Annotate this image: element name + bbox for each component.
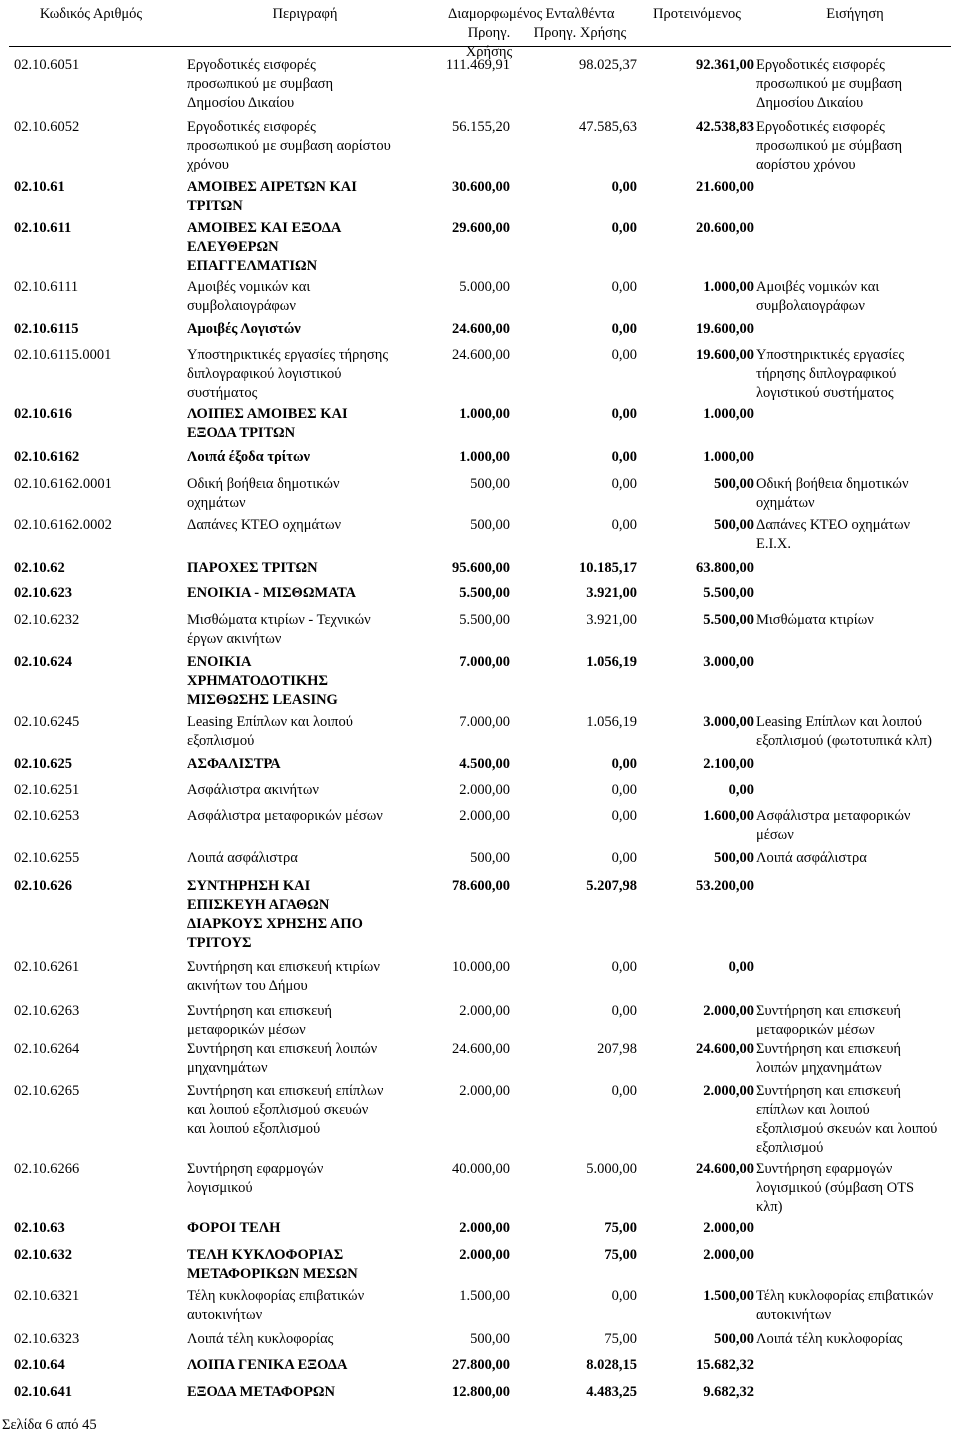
revised-amount: 95.600,00 — [452, 560, 510, 576]
account-description — [187, 781, 422, 800]
account-description — [187, 178, 422, 216]
account-description-line: ΑΜΟΙΒΕΣ ΚΑΙ ΕΞΟΔΑ — [187, 220, 342, 236]
proposed-amount: 3.000,00 — [703, 714, 754, 730]
report-note-line: επίπλων και λοιπού — [756, 1102, 870, 1118]
report-note-line: Συντήρηση και επισκευή — [756, 1003, 902, 1019]
ordered-amount: 1.056,19 — [586, 714, 637, 730]
account-description-line: Ασφάλιστρα ακινήτων — [187, 782, 319, 798]
proposed-amount: 500,00 — [714, 850, 754, 866]
revised-amount: 500,00 — [470, 517, 510, 533]
report-note — [756, 1002, 960, 1040]
header-ordered-line1: Ενταλθέντα — [545, 6, 615, 22]
account-description-line: και λοιπού εξοπλισμού — [187, 1121, 321, 1137]
revised-amount: 12.800,00 — [452, 1384, 510, 1400]
report-note-line: Συντήρηση και επισκευή — [756, 1083, 902, 1099]
report-note-line: Ε.Ι.Χ. — [756, 536, 792, 552]
account-description-line: Συντήρηση και επισκευή επίπλων — [187, 1083, 384, 1099]
report-note-line: Συντήρηση εφαρμογών — [756, 1161, 893, 1177]
account-description — [187, 611, 422, 649]
account-code: 02.10.611 — [14, 220, 72, 236]
proposed-amount: 42.538,83 — [696, 119, 754, 135]
account-description — [187, 320, 422, 339]
account-description — [187, 653, 422, 710]
proposed-amount: 92.361,00 — [696, 57, 754, 73]
report-note-line: εξοπλισμού (φωτοτυπικά κλπ) — [756, 733, 932, 749]
proposed-amount: 1.000,00 — [703, 279, 754, 295]
ordered-amount: 0,00 — [611, 1003, 637, 1019]
account-description — [187, 1002, 422, 1040]
account-description-line: αυτοκινήτων — [187, 1307, 263, 1323]
ordered-amount: 75,00 — [604, 1220, 637, 1236]
account-description — [187, 219, 422, 276]
report-note — [756, 278, 960, 316]
revised-amount: 5.500,00 — [459, 612, 510, 628]
ordered-amount: 8.028,15 — [586, 1357, 637, 1373]
header-report: Εισήγηση — [826, 6, 884, 22]
account-code: 02.10.626 — [14, 878, 72, 894]
report-note-line: οχημάτων — [756, 495, 815, 511]
account-code: 02.10.6162 — [14, 449, 80, 465]
report-note-line: αορίστου χρόνου — [756, 157, 856, 173]
ordered-amount: 0,00 — [611, 179, 637, 195]
ordered-amount: 0,00 — [611, 517, 637, 533]
report-note-line: λογισμικού (σύμβαση OTS — [756, 1180, 915, 1196]
revised-amount: 7.000,00 — [459, 654, 510, 670]
account-description — [187, 118, 422, 175]
report-note-line: Δαπάνες ΚΤΕΟ οχημάτων — [756, 517, 911, 533]
account-description-line: ΛΟΙΠΑ ΓΕΝΙΚΑ ΕΞΟΔΑ — [187, 1357, 348, 1373]
ordered-amount: 4.483,25 — [586, 1384, 637, 1400]
ordered-amount: 0,00 — [611, 449, 637, 465]
report-note-line: τήρησης διπλογραφικού — [756, 366, 897, 382]
report-note — [756, 1287, 960, 1325]
revised-amount: 2.000,00 — [459, 782, 510, 798]
proposed-amount: 24.600,00 — [696, 1041, 754, 1057]
account-description-line: Υποστηρικτικές εργασίες τήρησης — [187, 347, 389, 363]
account-code: 02.10.6266 — [14, 1161, 80, 1177]
account-description-line: ΦΟΡΟΙ ΤΕΛΗ — [187, 1220, 281, 1236]
account-code: 02.10.623 — [14, 585, 72, 601]
account-description-line: ΕΞΟΔΑ ΤΡΙΤΩΝ — [187, 425, 296, 441]
account-description — [187, 448, 422, 467]
account-description-line: Τέλη κυκλοφορίας επιβατικών — [187, 1288, 365, 1304]
revised-amount: 24.600,00 — [452, 1041, 510, 1057]
account-description-line: ΣΥΝΤΗΡΗΣΗ ΚΑΙ — [187, 878, 311, 894]
account-description-line: ΠΑΡΟΧΕΣ ΤΡΙΤΩΝ — [187, 560, 318, 576]
proposed-amount: 1.000,00 — [703, 406, 754, 422]
account-code: 02.10.6323 — [14, 1331, 80, 1347]
revised-amount: 24.600,00 — [452, 347, 510, 363]
proposed-amount: 0,00 — [728, 959, 754, 975]
account-description — [187, 877, 422, 953]
report-note — [756, 713, 960, 751]
revised-amount: 2.000,00 — [459, 1247, 510, 1263]
report-note-line: συμβολαιογράφων — [756, 298, 865, 314]
account-description — [187, 278, 422, 316]
header-divider — [9, 46, 951, 47]
proposed-amount: 15.682,32 — [696, 1357, 754, 1373]
proposed-amount: 2.000,00 — [703, 1247, 754, 1263]
proposed-amount: 2.100,00 — [703, 756, 754, 772]
report-note-line: κλπ) — [756, 1199, 783, 1215]
header-description: Περιγραφή — [272, 6, 338, 22]
account-description-line: ΜΙΣΘΩΣΗΣ LEASING — [187, 692, 338, 708]
account-code: 02.10.6051 — [14, 57, 80, 73]
account-description-line: προσωπικού με συμβαση — [187, 76, 334, 92]
account-description-line: Αμοιβές Λογιστών — [187, 321, 301, 337]
account-description-line: λογισμικού — [187, 1180, 253, 1196]
revised-amount: 29.600,00 — [452, 220, 510, 236]
account-code: 02.10.616 — [14, 406, 72, 422]
ordered-amount: 0,00 — [611, 850, 637, 866]
account-code: 02.10.6115.0001 — [14, 347, 112, 363]
revised-amount: 2.000,00 — [459, 1083, 510, 1099]
report-note — [756, 1040, 960, 1078]
account-description — [187, 405, 422, 443]
ordered-amount: 0,00 — [611, 347, 637, 363]
account-code: 02.10.6162.0001 — [14, 476, 112, 492]
account-description-line: Συντήρηση εφαρμογών — [187, 1161, 324, 1177]
account-description — [187, 807, 422, 826]
ordered-amount: 0,00 — [611, 406, 637, 422]
report-note-line: μέσων — [756, 827, 794, 843]
header-code: Κωδικός Αριθμός — [39, 6, 143, 22]
account-description-line: ΤΡΙΤΟΥΣ — [187, 935, 252, 951]
revised-amount: 500,00 — [470, 850, 510, 866]
report-note — [756, 807, 960, 845]
report-note-line: μεταφορικών μέσων — [756, 1022, 875, 1038]
account-code: 02.10.6264 — [14, 1041, 80, 1057]
revised-amount: 2.000,00 — [459, 1003, 510, 1019]
account-code: 02.10.625 — [14, 756, 72, 772]
ordered-amount: 0,00 — [611, 959, 637, 975]
account-code: 02.10.641 — [14, 1384, 72, 1400]
ordered-amount: 0,00 — [611, 782, 637, 798]
revised-amount: 1.000,00 — [459, 449, 510, 465]
account-description — [187, 1160, 422, 1198]
report-note-line: Λοιπά τέλη κυκλοφορίας — [756, 1331, 903, 1347]
report-note — [756, 1082, 960, 1158]
account-description-line: Δαπάνες ΚΤΕΟ οχημάτων — [187, 517, 342, 533]
account-description-line: ΕΛΕΥΘΕΡΩΝ — [187, 239, 279, 255]
account-description-line: Ασφάλιστρα μεταφορικών μέσων — [187, 808, 383, 824]
revised-amount: 1.500,00 — [459, 1288, 510, 1304]
header-ordered — [530, 5, 630, 43]
revised-amount: 111.469,91 — [445, 57, 510, 73]
account-description-line: Συντήρηση και επισκευή κτιρίων — [187, 959, 380, 975]
revised-amount: 2.000,00 — [459, 808, 510, 824]
proposed-amount: 0,00 — [728, 782, 754, 798]
account-code: 02.10.6162.0002 — [14, 517, 112, 533]
proposed-amount: 5.500,00 — [703, 585, 754, 601]
account-description-line: Συντήρηση και επισκευή — [187, 1003, 333, 1019]
report-note — [756, 475, 960, 513]
revised-amount: 10.000,00 — [452, 959, 510, 975]
account-description-line: μηχανημάτων — [187, 1060, 268, 1076]
account-description-line: και λοιπού εξοπλισμού σκευών — [187, 1102, 369, 1118]
report-note — [756, 1330, 960, 1349]
revised-amount: 5.500,00 — [459, 585, 510, 601]
account-description — [187, 559, 422, 578]
proposed-amount: 20.600,00 — [696, 220, 754, 236]
proposed-amount: 2.000,00 — [703, 1083, 754, 1099]
revised-amount: 2.000,00 — [459, 1220, 510, 1236]
account-description-line: ΑΜΟΙΒΕΣ ΑΙΡΕΤΩΝ ΚΑΙ — [187, 179, 357, 195]
report-note-line: Υποστηρικτικές εργασίες — [756, 347, 905, 363]
proposed-amount: 9.682,32 — [703, 1384, 754, 1400]
ordered-amount: 207,98 — [597, 1041, 637, 1057]
ordered-amount: 0,00 — [611, 321, 637, 337]
revised-amount: 40.000,00 — [452, 1161, 510, 1177]
account-description — [187, 475, 422, 513]
ordered-amount: 3.921,00 — [586, 612, 637, 628]
account-description — [187, 346, 422, 403]
account-code: 02.10.61 — [14, 179, 65, 195]
account-description-line: μεταφορικών μέσων — [187, 1022, 306, 1038]
account-code: 02.10.6245 — [14, 714, 80, 730]
account-code: 02.10.6253 — [14, 808, 80, 824]
revised-amount: 7.000,00 — [459, 714, 510, 730]
report-note-line: αυτοκινήτων — [756, 1307, 832, 1323]
report-note-line: Τέλη κυκλοφορίας επιβατικών — [756, 1288, 934, 1304]
header-revised-line2: Προηγ. Χρήσης — [465, 25, 513, 60]
report-note — [756, 611, 960, 630]
account-description — [187, 958, 422, 996]
account-description-line: διπλογραφικού λογιστικού — [187, 366, 342, 382]
ordered-amount: 10.185,17 — [579, 560, 637, 576]
revised-amount: 1.000,00 — [459, 406, 510, 422]
account-code: 02.10.6255 — [14, 850, 80, 866]
report-note-line: Μισθώματα κτιρίων — [756, 612, 874, 628]
account-description-line: Συντήρηση και επισκευή λοιπών — [187, 1041, 378, 1057]
account-description-line: Leasing Επίπλων και λοιπού — [187, 714, 353, 730]
header-revised — [448, 5, 543, 62]
account-description — [187, 1356, 422, 1375]
report-note-line: Συντήρηση και επισκευή — [756, 1041, 902, 1057]
proposed-amount: 2.000,00 — [703, 1220, 754, 1236]
ordered-amount: 0,00 — [611, 1288, 637, 1304]
account-code: 02.10.6251 — [14, 782, 80, 798]
account-description-line: χρόνου — [187, 157, 229, 173]
account-description-line: ΛΟΙΠΕΣ ΑΜΟΙΒΕΣ ΚΑΙ — [187, 406, 348, 422]
report-note-line: Οδική βοήθεια δημοτικών — [756, 476, 909, 492]
report-note-line: προσωπικού με συμβαση — [756, 76, 903, 92]
header-proposed: Προτεινόμενος — [653, 6, 741, 22]
report-note-line: προσωπικού με σύμβαση — [756, 138, 903, 154]
account-description-line: έργων ακινήτων — [187, 631, 282, 647]
account-description-line: Δημοσίου Δικαίου — [187, 95, 295, 111]
report-note — [756, 1160, 960, 1217]
proposed-amount: 19.600,00 — [696, 347, 754, 363]
report-note-line: Δημοσίου Δικαίου — [756, 95, 864, 111]
account-description-line: ΜΕΤΑΦΟΡΙΚΩΝ ΜΕΣΩΝ — [187, 1266, 358, 1282]
table-header — [0, 0, 960, 60]
report-note-line: Leasing Επίπλων και λοιπού — [756, 714, 922, 730]
account-description-line: ΕΞΟΔΑ ΜΕΤΑΦΟΡΩΝ — [187, 1384, 335, 1400]
account-description-line: συστήματος — [187, 385, 258, 401]
ordered-amount: 47.585,63 — [579, 119, 637, 135]
report-note — [756, 849, 960, 868]
proposed-amount: 63.800,00 — [696, 560, 754, 576]
proposed-amount: 3.000,00 — [703, 654, 754, 670]
proposed-amount: 21.600,00 — [696, 179, 754, 195]
ordered-amount: 0,00 — [611, 756, 637, 772]
account-description-line: προσωπικού με συμβαση αορίστου — [187, 138, 391, 154]
account-description — [187, 1082, 422, 1139]
account-description — [187, 1330, 422, 1349]
account-description — [187, 1383, 422, 1402]
account-description-line: ΤΡΙΤΩΝ — [187, 198, 243, 214]
account-description — [187, 713, 422, 751]
account-code: 02.10.62 — [14, 560, 65, 576]
account-code: 02.10.6232 — [14, 612, 80, 628]
proposed-amount: 1.600,00 — [703, 808, 754, 824]
proposed-amount: 500,00 — [714, 476, 754, 492]
ordered-amount: 0,00 — [611, 476, 637, 492]
account-code: 02.10.6321 — [14, 1288, 80, 1304]
account-description-line: Οδική βοήθεια δημοτικών — [187, 476, 340, 492]
account-code: 02.10.632 — [14, 1247, 72, 1263]
account-description-line: ΕΠΙΣΚΕΥΗ ΑΓΑΘΩΝ — [187, 897, 330, 913]
account-code: 02.10.6111 — [14, 279, 79, 295]
ordered-amount: 5.207,98 — [586, 878, 637, 894]
account-description — [187, 1219, 422, 1238]
ordered-amount: 3.921,00 — [586, 585, 637, 601]
header-revised-line1: Διαμορφωμένος — [448, 6, 543, 22]
account-code: 02.10.6115 — [14, 321, 79, 337]
proposed-amount: 2.000,00 — [703, 1003, 754, 1019]
proposed-amount: 1.000,00 — [703, 449, 754, 465]
account-description-line: ΤΕΛΗ ΚΥΚΛΟΦΟΡΙΑΣ — [187, 1247, 344, 1263]
ordered-amount: 75,00 — [604, 1247, 637, 1263]
account-description-line: Λοιπά τέλη κυκλοφορίας — [187, 1331, 334, 1347]
report-note-line: Εργοδοτικές εισφορές — [756, 57, 885, 73]
account-description-line: συμβολαιογράφων — [187, 298, 296, 314]
revised-amount: 4.500,00 — [459, 756, 510, 772]
account-code: 02.10.6265 — [14, 1083, 80, 1099]
report-note — [756, 56, 960, 113]
account-description — [187, 1287, 422, 1325]
account-description-line: ακινήτων του Δήμου — [187, 978, 308, 994]
account-description-line: ΑΣΦΑΛΙΣΤΡΑ — [187, 756, 281, 772]
revised-amount: 500,00 — [470, 476, 510, 492]
report-note — [756, 346, 960, 403]
proposed-amount: 24.600,00 — [696, 1161, 754, 1177]
ordered-amount: 0,00 — [611, 220, 637, 236]
account-description-line: Αμοιβές νομικών και — [187, 279, 311, 295]
report-note-line: Ασφάλιστρα μεταφορικών — [756, 808, 911, 824]
account-description — [187, 849, 422, 868]
ordered-amount: 0,00 — [611, 279, 637, 295]
report-note-line: Αμοιβές νομικών και — [756, 279, 880, 295]
account-description — [187, 1040, 422, 1078]
ordered-amount: 0,00 — [611, 808, 637, 824]
revised-amount: 78.600,00 — [452, 878, 510, 894]
revised-amount: 30.600,00 — [452, 179, 510, 195]
account-code: 02.10.6052 — [14, 119, 80, 135]
account-description-line: ΕΝΟΙΚΙΑ - ΜΙΣΘΩΜΑΤΑ — [187, 585, 356, 601]
report-note-line: εξοπλισμού — [756, 1140, 824, 1156]
account-code: 02.10.64 — [14, 1357, 65, 1373]
report-note — [756, 118, 960, 175]
ordered-amount: 0,00 — [611, 1083, 637, 1099]
report-note-line: λογιστικού συστήματος — [756, 385, 894, 401]
ordered-amount: 75,00 — [604, 1331, 637, 1347]
proposed-amount: 500,00 — [714, 517, 754, 533]
account-description-line: ΕΠΑΓΓΕΛΜΑΤΙΩΝ — [187, 258, 318, 274]
report-note-line: εξοπλισμού σκευών και λοιπού — [756, 1121, 938, 1137]
ordered-amount: 1.056,19 — [586, 654, 637, 670]
account-code: 02.10.63 — [14, 1220, 65, 1236]
revised-amount: 500,00 — [470, 1331, 510, 1347]
account-description-line: ΔΙΑΡΚΟΥΣ ΧΡΗΣΗΣ ΑΠΟ — [187, 916, 363, 932]
account-code: 02.10.624 — [14, 654, 72, 670]
page-footer: Σελίδα 6 από 45 — [2, 1417, 97, 1433]
revised-amount: 27.800,00 — [452, 1357, 510, 1373]
proposed-amount: 500,00 — [714, 1331, 754, 1347]
proposed-amount: 19.600,00 — [696, 321, 754, 337]
account-description-line: Μισθώματα κτιρίων - Τεχνικών — [187, 612, 371, 628]
revised-amount: 5.000,00 — [459, 279, 510, 295]
account-description — [187, 755, 422, 774]
report-note-line: Λοιπά ασφάλιστρα — [756, 850, 867, 866]
account-description — [187, 1246, 422, 1284]
account-code: 02.10.6261 — [14, 959, 80, 975]
report-note — [756, 516, 960, 554]
ordered-amount: 98.025,37 — [579, 57, 637, 73]
account-description — [187, 584, 422, 603]
account-description — [187, 516, 422, 535]
account-code: 02.10.6263 — [14, 1003, 80, 1019]
account-description-line: Εργοδοτικές εισφορές — [187, 119, 316, 135]
proposed-amount: 5.500,00 — [703, 612, 754, 628]
proposed-amount: 1.500,00 — [703, 1288, 754, 1304]
report-note-line: λοιπών μηχανημάτων — [756, 1060, 882, 1076]
ordered-amount: 5.000,00 — [586, 1161, 637, 1177]
account-description — [187, 56, 422, 113]
account-description-line: ΕΝΟΙΚΙΑ — [187, 654, 252, 670]
account-description-line: εξοπλισμού — [187, 733, 255, 749]
account-description-line: Λοιπά ασφάλιστρα — [187, 850, 298, 866]
account-description-line: Εργοδοτικές εισφορές — [187, 57, 316, 73]
account-description-line: Λοιπά έξοδα τρίτων — [187, 449, 311, 465]
header-ordered-line2: Προηγ. Χρήσης — [533, 25, 627, 41]
proposed-amount: 53.200,00 — [696, 878, 754, 894]
revised-amount: 56.155,20 — [452, 119, 510, 135]
revised-amount: 24.600,00 — [452, 321, 510, 337]
account-description-line: οχημάτων — [187, 495, 246, 511]
account-description-line: ΧΡΗΜΑΤΟΔΟΤΙΚΗΣ — [187, 673, 328, 689]
report-note-line: Εργοδοτικές εισφορές — [756, 119, 885, 135]
